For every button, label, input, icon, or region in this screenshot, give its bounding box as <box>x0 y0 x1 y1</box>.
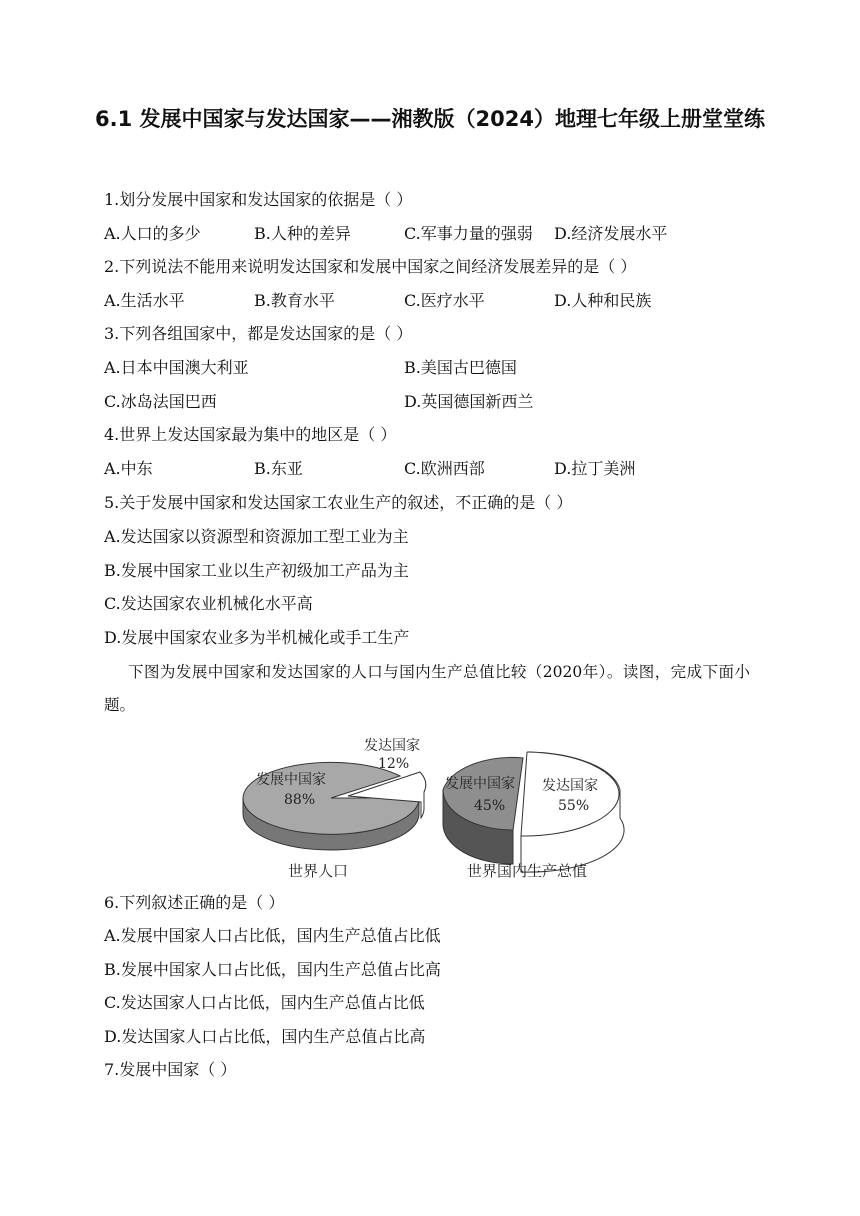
question-2-stem: 2.下列说法不能用来说明发达国家和发展中国家之间经济发展差异的是（ ） <box>104 257 637 276</box>
pop-developed-label: 发达国家 <box>364 738 420 754</box>
q1-option-c: C.军事力量的强弱 <box>404 224 533 243</box>
q3-option-c: C.冰岛法国巴西 <box>104 392 217 411</box>
q5-option-b: B.发展中国家工业以生产初级加工产品为主 <box>104 561 409 580</box>
q5-option-d: D.发展中国家农业多为半机械化或手工生产 <box>104 628 410 647</box>
q6-option-d: D.发达国家人口占比低，国内生产总值占比高 <box>104 1027 426 1046</box>
gdp-pie <box>443 752 624 880</box>
q5-option-a: A.发达国家以资源型和资源加工型工业为主 <box>104 527 409 546</box>
pie-figure <box>238 728 638 886</box>
q2-option-a: A.生活水平 <box>104 291 185 310</box>
q1-option-b: B.人种的差异 <box>254 224 351 243</box>
gdp-developed-label: 发达国家 <box>542 778 598 794</box>
question-1-stem: 1.划分发展中国家和发达国家的依据是（ ） <box>104 190 413 209</box>
figure-intro: 下图为发展中国家和发达国家的人口与国内生产总值比较（2020年）。读图，完成下面小题。 <box>104 663 750 714</box>
pop-developed-pct: 12% <box>378 756 410 772</box>
q3-option-d: D.英国德国新西兰 <box>404 392 534 411</box>
gdp-developed-pct: 55% <box>558 798 590 814</box>
question-5-stem: 5.关于发展中国家和发达国家工农业生产的叙述，不正确的是（ ） <box>104 493 573 512</box>
q4-option-a: A.中东 <box>104 459 153 478</box>
q2-option-d: D.人种和民族 <box>554 291 652 310</box>
gdp-developing-pct: 45% <box>474 798 506 814</box>
q3-option-b: B.美国古巴德国 <box>404 358 517 377</box>
pie-charts-svg <box>238 728 638 886</box>
question-6-stem: 6.下列叙述正确的是（ ） <box>104 893 285 912</box>
q4-option-b: B.东亚 <box>254 459 303 478</box>
question-7-stem: 7.发展中国家（ ） <box>104 1060 237 1079</box>
q6-option-c: C.发达国家人口占比低，国内生产总值占比低 <box>104 993 425 1012</box>
q2-option-c: C.医疗水平 <box>404 291 485 310</box>
population-pie <box>243 737 426 880</box>
q5-option-c: C.发达国家农业机械化水平高 <box>104 594 313 613</box>
question-4-stem: 4.世界上发达国家最为集中的地区是（ ） <box>104 425 397 444</box>
pop-developing-label: 发展中国家 <box>256 772 326 788</box>
gdp-developing-label: 发展中国家 <box>445 776 515 792</box>
pop-developing-pct: 88% <box>284 792 316 808</box>
q3-option-a: A.日本中国澳大利亚 <box>104 358 249 377</box>
question-3-stem: 3.下列各组国家中，都是发达国家的是（ ） <box>104 324 413 343</box>
q1-option-a: A.人口的多少 <box>104 224 201 243</box>
q6-option-a: A.发展中国家人口占比低，国内生产总值占比低 <box>104 926 441 945</box>
gdp-caption: 世界国内生产总值 <box>467 862 588 880</box>
q2-option-b: B.教育水平 <box>254 291 335 310</box>
q1-option-d: D.经济发展水平 <box>554 224 668 243</box>
q4-option-d: D.拉丁美洲 <box>554 459 636 478</box>
page-title: 6.1 发展中国家与发达国家——湘教版（2024）地理七年级上册堂堂练 <box>95 107 765 131</box>
q6-option-b: B.发展中国家人口占比低，国内生产总值占比高 <box>104 960 441 979</box>
q4-option-c: C.欧洲西部 <box>404 459 485 478</box>
pop-caption: 世界人口 <box>288 862 349 880</box>
